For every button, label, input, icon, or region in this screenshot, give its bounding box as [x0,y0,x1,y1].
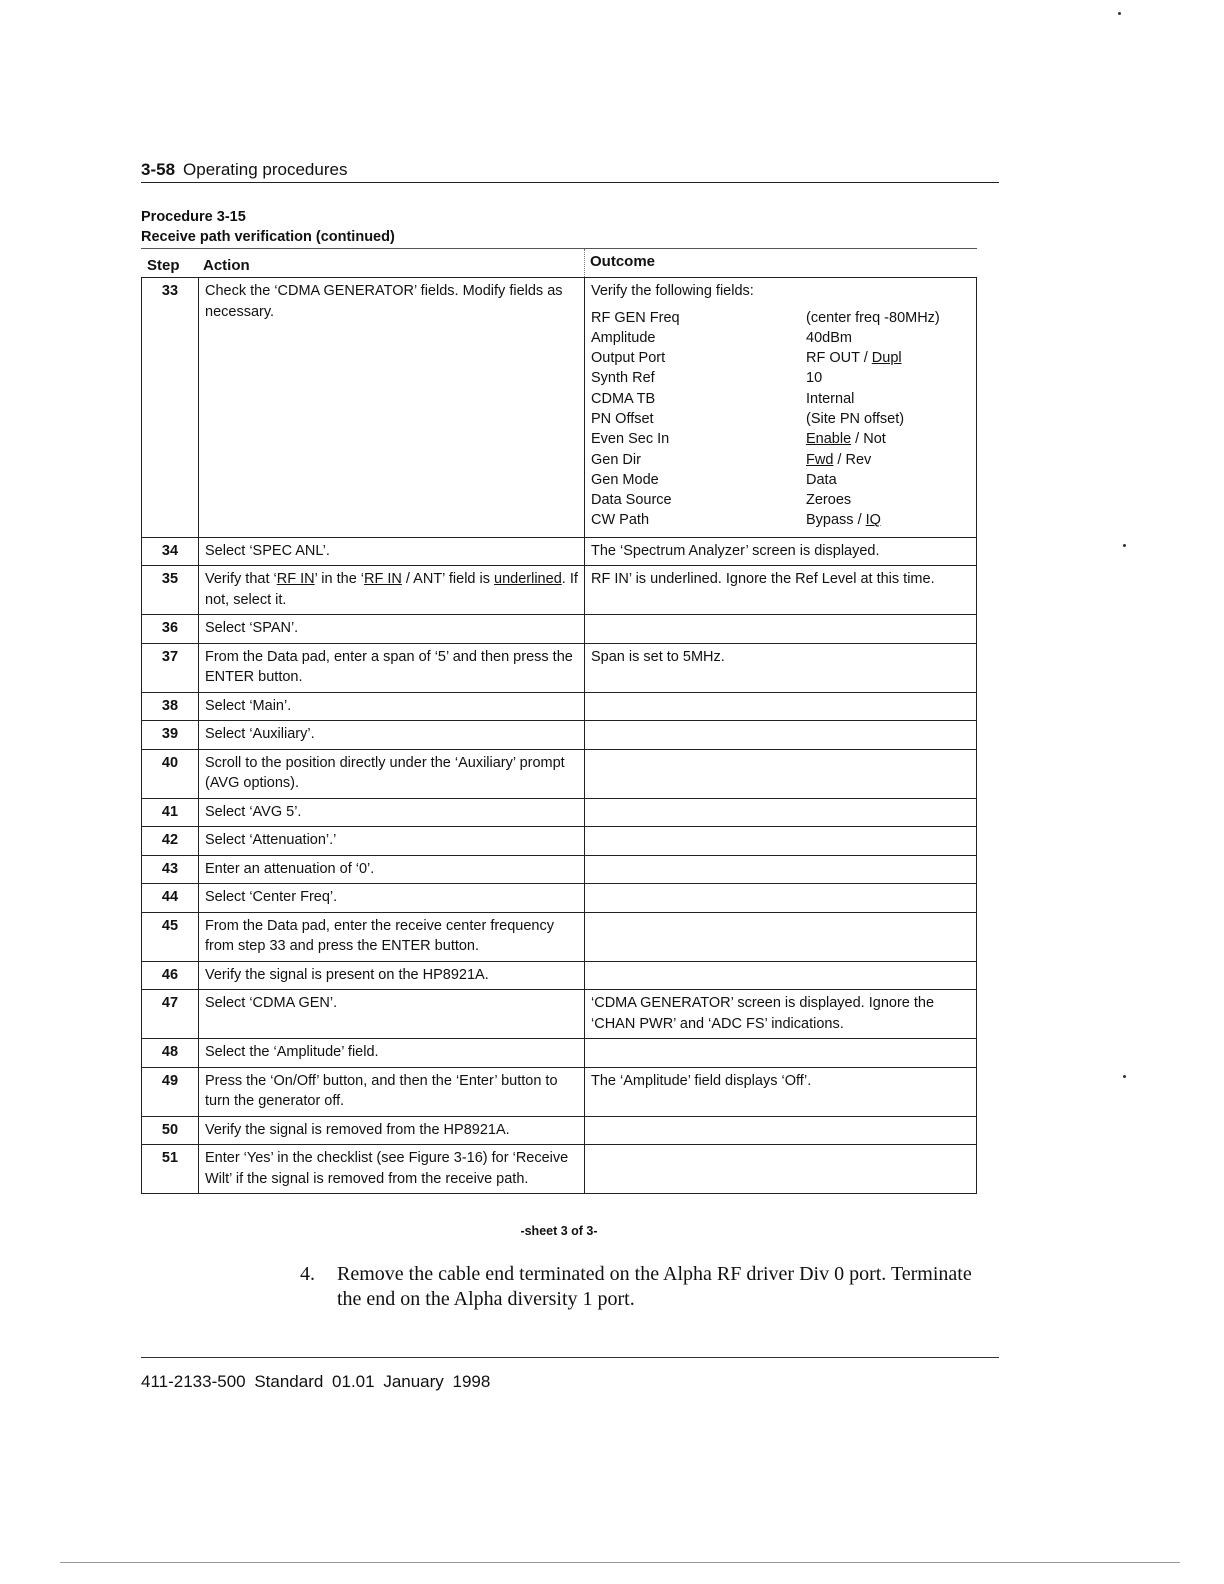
instruction-text: Remove the cable end terminated on the Alpha RF driver Div 0 port. Terminate the end on the Alpha diversity 1 port. [337,1263,972,1310]
outcome-text [585,884,977,913]
outcome-text [585,855,977,884]
document-footer: 411-2133-500 Standard 01.01 January 1998 [141,1372,491,1391]
action-text: Select ‘Main’. [199,692,585,721]
table-row [142,884,977,913]
outcome-text: Span is set to 5MHz. [585,643,977,692]
table-row [142,990,977,1039]
action-text: From the Data pad, enter a span of ‘5’ and then press the ENTER button. [199,643,585,692]
page-number: 3-58 [141,160,176,179]
action-text: From the Data pad, enter the receive center frequency from step 33 and press the ENTER button. [199,912,585,961]
step-number: 39 [142,721,199,750]
action-text: Select ‘AVG 5’. [199,798,585,827]
outcome-text [585,692,977,721]
instruction-number: 4. [300,1263,315,1285]
scan-speck [1118,12,1121,15]
table-row [142,1116,977,1145]
table-row [142,721,977,750]
header-divider [584,249,585,277]
table-row [142,566,977,615]
step-number: 43 [142,855,199,884]
table-row [142,912,977,961]
field-name: Even Sec In [591,431,670,448]
field-value: Data [806,471,837,488]
outcome-cell [585,278,977,538]
field-value: Bypass / IQ [806,512,881,529]
step-number: 44 [142,884,199,913]
step-number: 49 [142,1067,199,1116]
action-text: Verify that ‘RF IN’ in the ‘RF IN / ANT’ field is underlined. If not, select it. [199,566,585,615]
step-number: 46 [142,961,199,990]
action-text: Select ‘SPAN’. [199,615,585,644]
footer-rule [141,1357,999,1358]
action-text: Press the ‘On/Off’ button, and then the ‘Enter’ button to turn the generator off. [199,1067,585,1116]
action-text: Select ‘SPEC ANL’. [199,537,585,566]
field-value: (Site PN offset) [806,410,905,427]
outcome-text [585,1039,977,1068]
step-number: 40 [142,749,199,798]
field-value: 10 [806,370,823,387]
procedure-steps [141,277,977,1194]
step-number: 35 [142,566,199,615]
scan-speck [1123,1075,1126,1078]
action-text: Select ‘Center Freq’. [199,884,585,913]
step-number: 41 [142,798,199,827]
procedure-title: Receive path verification (continued) [141,229,395,245]
outcome-text [585,912,977,961]
action-column-header: Action [203,257,250,274]
step-number: 47 [142,990,199,1039]
outcome-text [585,749,977,798]
step-number: 45 [142,912,199,961]
sheet-indicator: -sheet 3 of 3- [520,1224,598,1238]
step-number: 48 [142,1039,199,1068]
page-header [141,160,999,184]
header-rule [141,182,999,183]
action-text: Select the ‘Amplitude’ field. [199,1039,585,1068]
action-text: Select ‘Attenuation’.’ [199,827,585,856]
scan-speck [1123,544,1126,547]
field-value: Zeroes [806,492,852,509]
table-row [142,1039,977,1068]
step-number: 36 [142,615,199,644]
step-number: 42 [142,827,199,856]
outcome-text [585,1145,977,1194]
action-text: Scroll to the position directly under the ‘Auxiliary’ prompt (AVG options). [199,749,585,798]
action-text: Verify the signal is removed from the HP8921A. [199,1116,585,1145]
step-number: 50 [142,1116,199,1145]
numbered-instruction [300,1262,980,1312]
outcome-text [585,827,977,856]
table-row [142,1145,977,1194]
procedure-table [141,248,977,1194]
outcome-text [585,798,977,827]
field-value: (center freq -80MHz) [806,309,940,326]
step-number: 33 [142,278,199,538]
table-row [142,615,977,644]
table-row [142,692,977,721]
action-text: Enter an attenuation of ‘0’. [199,855,585,884]
action-text: Select ‘Auxiliary’. [199,721,585,750]
field-name: PN Offset [591,410,654,427]
table-row [142,961,977,990]
field-value: Fwd / Rev [806,451,872,468]
field-value: Internal [806,390,855,407]
field-value: RF OUT / Dupl [806,350,902,367]
field-name: Synth Ref [591,370,655,387]
field-name: Amplitude [591,329,656,346]
field-list [591,308,970,531]
step-number: 37 [142,643,199,692]
step-number: 34 [142,537,199,566]
field-value: Enable / Not [806,431,886,448]
table-row [142,798,977,827]
action-text: Enter ‘Yes’ in the checklist (see Figure 3-16) for ‘Receive Wilt’ if the signal is removed from the receive path. [199,1145,585,1194]
step-number: 51 [142,1145,199,1194]
table-row [142,643,977,692]
table-row [142,278,977,538]
step-column-header: Step [147,257,180,274]
outcome-text: RF IN’ is underlined. Ignore the Ref Level at this time. [585,566,977,615]
table-row [142,749,977,798]
procedure-id: Procedure 3-15 [141,209,246,225]
outcome-text [585,1116,977,1145]
field-name: Output Port [591,350,666,367]
field-value: 40dBm [806,329,852,346]
scan-edge-line [60,1562,1180,1563]
field-name: Gen Dir [591,451,641,468]
column-headers [141,248,977,277]
outcome-text [585,961,977,990]
outcome-intro: Verify the following fields: [591,283,754,299]
step-number: 38 [142,692,199,721]
procedure-heading [141,207,395,247]
table-row [142,855,977,884]
outcome-text: ‘CDMA GENERATOR’ screen is displayed. Ignore the ‘CHAN PWR’ and ‘ADC FS’ indications. [585,990,977,1039]
field-name: Gen Mode [591,471,659,488]
outcome-text: The ‘Amplitude’ field displays ‘Off’. [585,1067,977,1116]
outcome-text [585,721,977,750]
field-name: CW Path [591,512,650,529]
action-text: Select ‘CDMA GEN’. [199,990,585,1039]
table-row [142,827,977,856]
action-text: Verify the signal is present on the HP8921A. [199,961,585,990]
field-name: Data Source [591,492,672,509]
outcome-column-header: Outcome [590,253,656,270]
section-title: Operating procedures [183,160,348,179]
outcome-text: The ‘Spectrum Analyzer’ screen is displayed. [585,537,977,566]
field-name: RF GEN Freq [591,309,680,326]
table-row [142,537,977,566]
action-text: Check the ‘CDMA GENERATOR’ fields. Modify fields as necessary. [199,278,585,538]
field-name: CDMA TB [591,390,656,407]
outcome-text [585,615,977,644]
table-row [142,1067,977,1116]
